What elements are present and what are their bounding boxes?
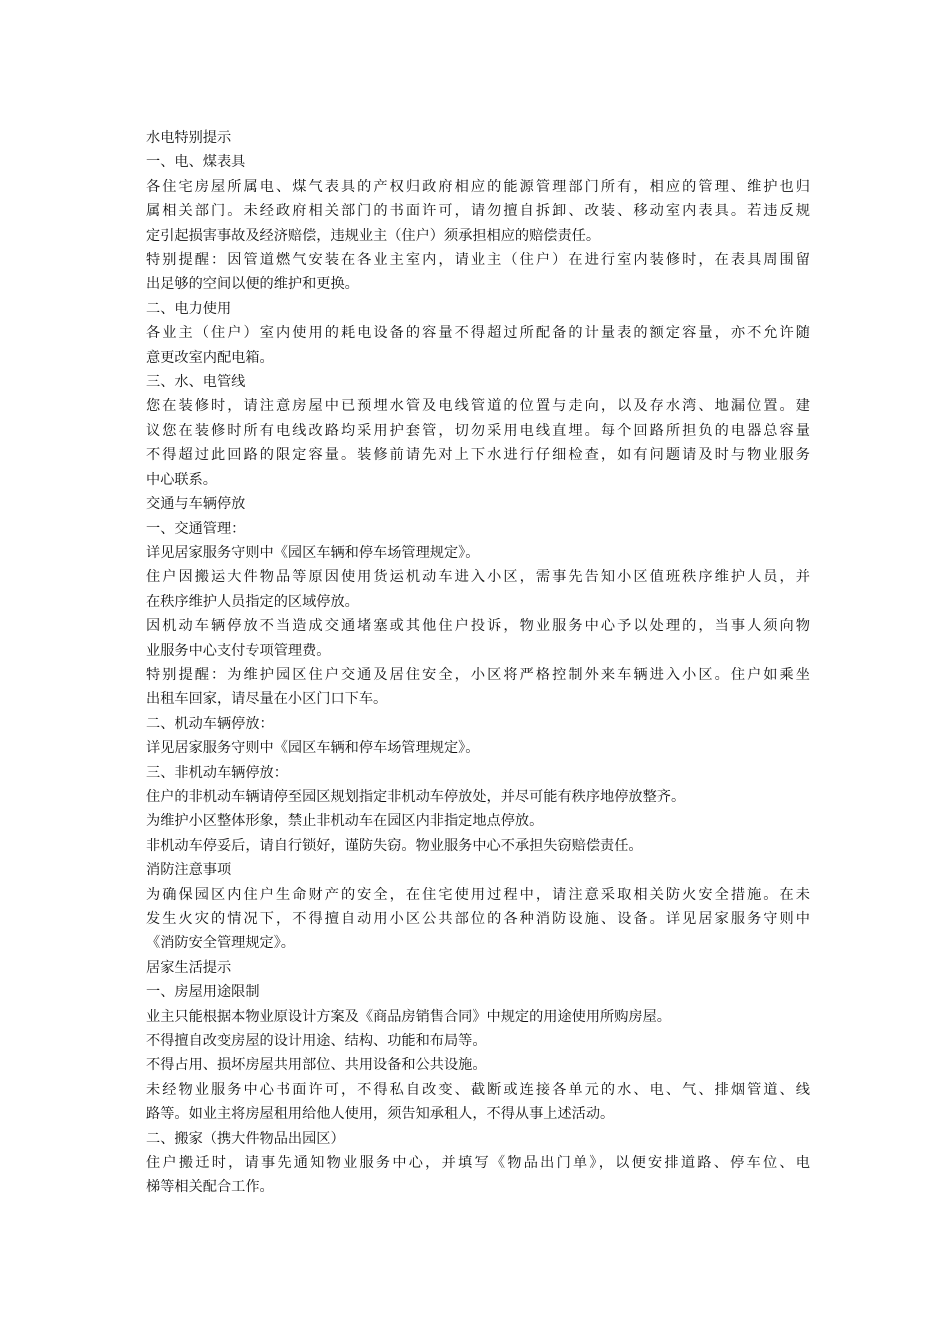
text-line: 《消防安全管理规定》。 (146, 935, 295, 952)
text-line: 各住宅房屋所属电、煤气表具的产权归政府相应的能源管理部门所有，相应的管理、维护也归 (146, 178, 810, 195)
text-line: 发生火灾的情况下，不得擅自动用小区公共部位的各种消防设施、设备。详见居家服务守则中 (146, 911, 810, 927)
text-line: 意更改室内配电箱。 (146, 349, 274, 366)
text-line: 定引起损害事故及经济赔偿，违规业主（住户）须承担相应的赔偿责任。 (146, 227, 601, 244)
text-line: 交通与车辆停放 (146, 496, 246, 513)
text-line: 路等。如业主将房屋租用给他人使用，须告知承租人，不得从事上述活动。 (146, 1106, 615, 1123)
document-body (146, 126, 810, 1200)
text-line: 一、房屋用途限制 (146, 984, 260, 1001)
text-line: 业主只能根据本物业原设计方案及《商品房销售合同》中规定的用途使用所购房屋。 (146, 1008, 671, 1025)
text-line: 三、水、电管线 (146, 374, 246, 391)
text-line: 各业主（住户）室内使用的耗电设备的容量不得超过所配备的计量表的额定容量，亦不允许随 (146, 325, 810, 342)
text-line: 业服务中心支付专项管理费。 (146, 642, 331, 659)
text-line: 二、电力使用 (146, 300, 232, 317)
text-line: 非机动车停妥后，请自行锁好，谨防失窃。物业服务中心不承担失窃赔偿责任。 (146, 837, 643, 854)
text-line: 特别提醒：为维护园区住户交通及居住安全，小区将严格控制外来车辆进入小区。住户如乘坐 (146, 666, 810, 683)
text-line: 水电特别提示 (146, 130, 232, 146)
text-line: 不得占用、损坏房屋共用部位、共用设备和公共设施。 (146, 1057, 487, 1074)
text-line: 因机动车辆停放不当造成交通堵塞或其他住户投诉，物业服务中心予以处理的，当事人须向物 (146, 618, 810, 635)
text-line: 二、机动车辆停放： (146, 715, 274, 732)
text-line: 详见居家服务守则中《园区车辆和停车场管理规定》。 (146, 740, 480, 757)
text-line: 特别提醒：因管道燃气安装在各业主室内，请业主（住户）在进行室内装修时，在表具周围留 (146, 252, 810, 269)
text-line: 议您在装修时所有电线改路均采用护套管，切勿采用电线直埋。每个回路所担负的电器总容量 (146, 422, 810, 439)
text-line: 住户搬迁时，请事先通知物业服务中心，并填写《物品出门单》，以便安排道路、停车位、电 (146, 1155, 810, 1172)
text-line: 属相关部门。未经政府相关部门的书面许可，请勿擅自拆卸、改装、移动室内表具。若违反规 (146, 203, 810, 220)
text-line: 二、搬家（携大件物品出园区） (146, 1130, 345, 1147)
text-line: 住户因搬运大件物品等原因使用货运机动车进入小区，需事先告知小区值班秩序维护人员，并 (146, 569, 810, 586)
text-line: 一、电、煤表具 (146, 154, 246, 171)
text-line: 三、非机动车辆停放： (146, 764, 288, 781)
text-line: 出足够的空间以便的维护和更换。 (146, 276, 359, 293)
text-line: 住户的非机动车辆请停至园区规划指定非机动车停放处，并尽可能有秩序地停放整齐。 (146, 788, 686, 805)
text-line: 您在装修时，请注意房屋中已预埋水管及电线管道的位置与走向，以及存水湾、地漏位置。建 (146, 398, 810, 415)
text-line: 不得超过此回路的限定容量。装修前请先对上下水进行仔细检查，如有问题请及时与物业服务 (146, 447, 810, 464)
text-line: 不得擅自改变房屋的设计用途、结构、功能和布局等。 (146, 1033, 487, 1050)
text-line: 一、交通管理： (146, 520, 246, 537)
text-line: 详见居家服务守则中《园区车辆和停车场管理规定》。 (146, 544, 480, 561)
text-line: 消防注意事项 (146, 862, 232, 879)
text-line: 在秩序维护人员指定的区域停放。 (146, 593, 359, 610)
text-line: 中心联系。 (146, 471, 217, 488)
text-line: 为确保园区内住户生命财产的安全，在住宅使用过程中，请注意采取相关防火安全措施。在未 (146, 886, 810, 903)
text-line: 未经物业服务中心书面许可，不得私自改变、截断或连接各单元的水、电、气、排烟管道、线 (146, 1081, 810, 1098)
text-line: 出租车回家，请尽量在小区门口下车。 (146, 691, 388, 708)
text-line: 为维护小区整体形象，禁止非机动车在园区内非指定地点停放。 (146, 813, 544, 830)
text-line: 居家生活提示 (146, 959, 232, 976)
text-line: 梯等相关配合工作。 (146, 1179, 274, 1196)
